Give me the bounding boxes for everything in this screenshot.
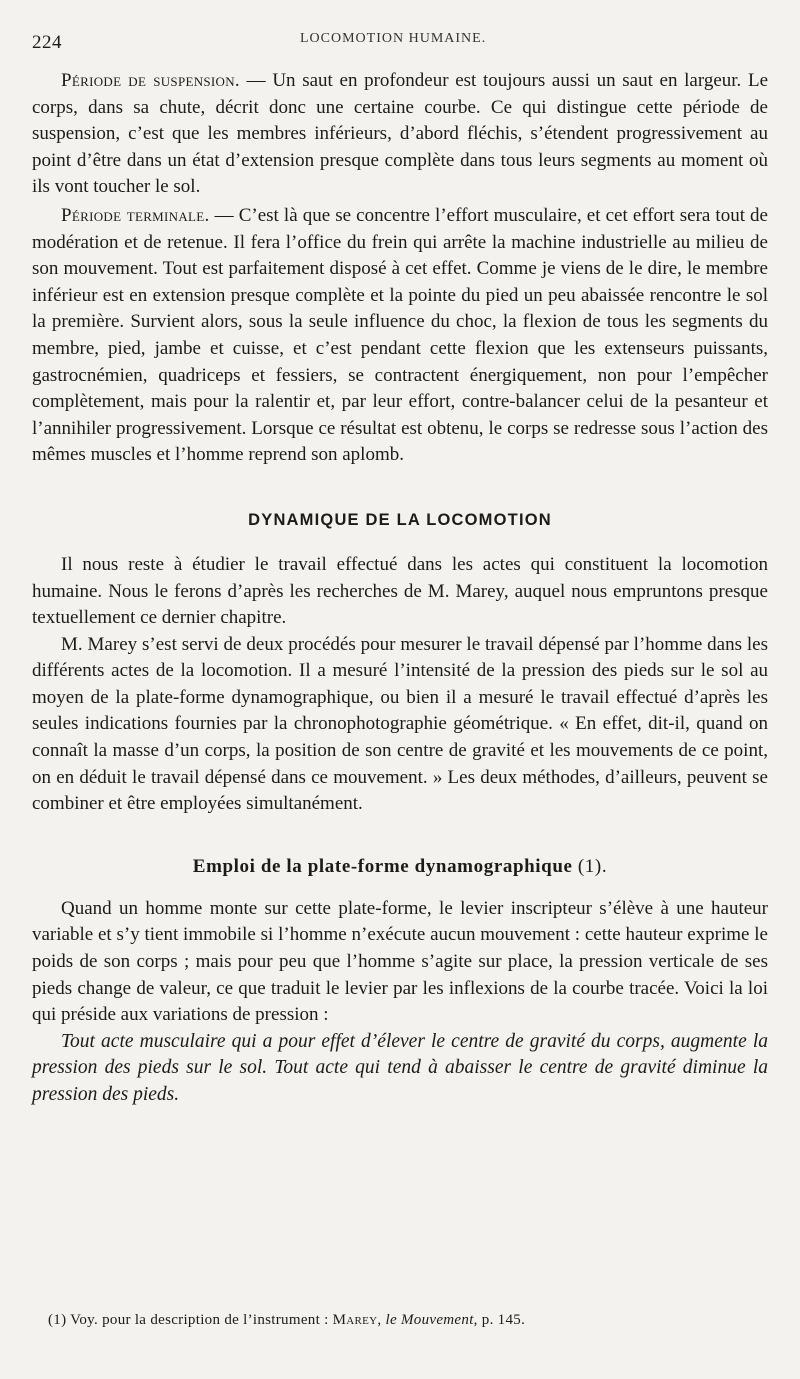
footnote-page: , p. 145.	[473, 1312, 526, 1328]
subsection-paragraph: Quand un homme monte sur cette plate-forme, le levier inscripteur s’élève à une hauteur variable et s’y tient immobile si l’homme n’exécute aucun mouvement : cette hauteur exprime le poids de son corps ; mais pour peu que l’homme s’agite sur place, la pression verticale de ses pieds change de valeur, ce que traduit le levier par les inflexions de la courbe tracée. Voici la loi qui préside aux variations de pression :	[32, 897, 768, 1026]
footnote-reference: (1).	[572, 855, 608, 877]
footnote-title: le Mouvement	[385, 1312, 474, 1328]
period-label-terminale: Période terminale.	[61, 204, 210, 226]
subsection-heading	[32, 856, 768, 878]
section-heading: DYNAMIQUE DE LA LOCOMOTION	[248, 510, 552, 529]
footnote	[48, 1312, 525, 1329]
page-header	[32, 28, 768, 58]
section-paragraph-2: M. Marey s’est servi de deux procédés pour mesurer le travail dépensé par l’homme dans les différents actes de la locomotion. Il a mesuré l’intensité de la pression des pieds sur le sol au moyen de la plate-forme dynamographique, ou bien il a mesuré le travail effectué d’après les seules indications fournies par la chronophotographie géométrique. « En effet, dit-il, quand on connaît la masse d’un corps, la position de son centre de gravité et les mouvements de ce point, on en déduit le travail dépensé dans ce mouvement. » Les deux méthodes, d’ailleurs, peuvent se combiner et être employées simultanément.	[32, 633, 768, 815]
subsection-heading-text: Emploi de la plate-forme dynamographique	[192, 855, 573, 877]
footnote-sep: ,	[377, 1312, 386, 1328]
law-statement: Tout acte musculaire qui a pour effet d’élever le centre de gravité du corps, augmente la pression des pieds sur le sol. Tout acte qui tend à abaisser le centre de gravité diminue la pression des pieds.	[32, 1030, 768, 1105]
paragraph-suspension-text: — Un saut en profondeur est toujours aussi un saut en largeur. Le corps, dans sa chute, décrit donc une certaine courbe. Ce qui distingue cette période de suspension, c’est que les membres inférieurs, d’abord fléchis, s’étendent progressivement au point d’être dans un état d’extension presque complète dans tous leurs segments au moment où ils vont toucher le sol.	[32, 70, 769, 198]
period-label-suspension: Période de suspension.	[61, 70, 240, 91]
section-paragraph-1: Il nous reste à étudier le travail effectué dans les actes qui constituent la locomotion humaine. Nous le ferons d’après les recherches de M. Marey, auquel nous empruntons presque textuellement ce dernier chapitre.	[32, 553, 768, 629]
footnote-prefix: (1) Voy. pour la description de l’instrument :	[48, 1312, 333, 1328]
paragraph-terminale-text: — C’est là que se concentre l’effort musculaire, et cet effort sera tout de modération et de retenue. Il fera l’office du frein qui arrête la machine industrielle au milieu de son mouvement. Tout est parfaitement disposé à cet effet. Comme je viens de le dire, le membre inférieur est en extension presque complète et la pointe du pied un peu abaissée rencontre le sol la première. Survient alors, sous la seule influence du choc, la flexion de tous les segments du membre, pied, jambe et cuisse, et c’est pendant cette flexion que les extenseurs puissants, gastrocnémien, quadriceps et fessiers, se contractent énergiquement, non pour l’empêcher complètement, mais pour la ralentir et, par leur effort, contre-balancer celui de la pesanteur et l’annihiler progressivement. Lorsque ce résultat est obtenu, le corps se redresse sous l’action des mêmes muscles et l’homme reprend son aplomb.	[32, 204, 768, 466]
paragraph-suspension	[32, 68, 768, 201]
page-number: 224	[32, 32, 62, 53]
running-title: LOCOMOTION HUMAINE.	[300, 31, 487, 46]
paragraph-terminale	[32, 203, 768, 469]
footnote-author: Marey	[332, 1312, 378, 1328]
